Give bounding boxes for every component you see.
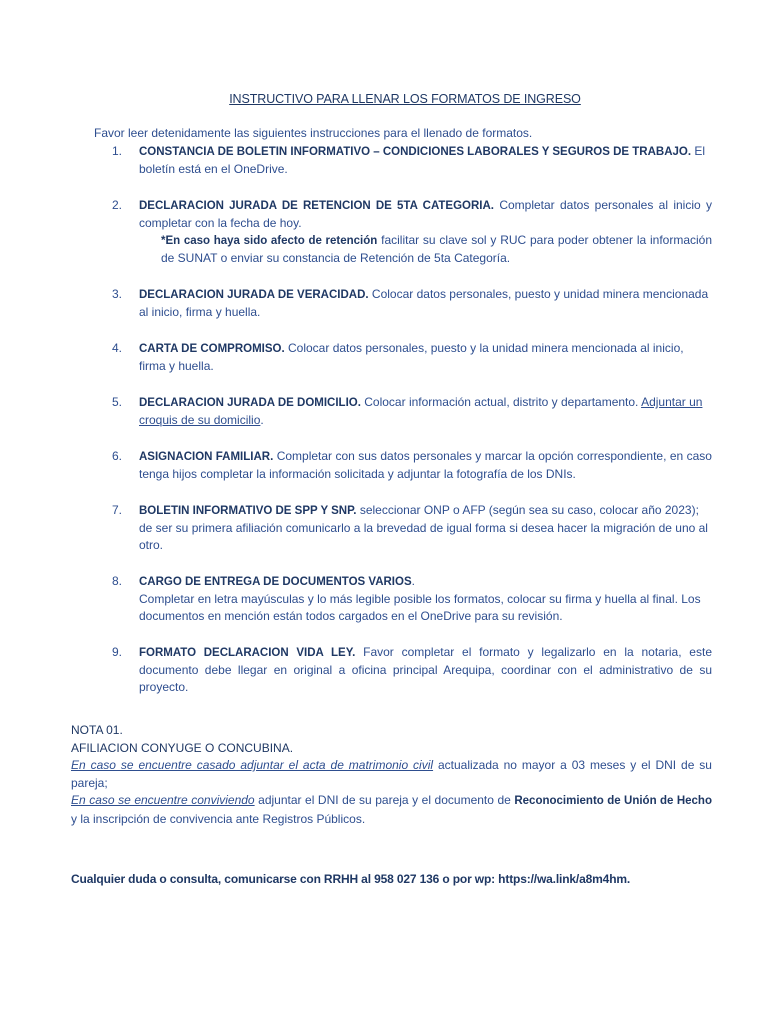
item-tail: . bbox=[260, 413, 264, 427]
list-item bbox=[112, 197, 712, 267]
item-number: 5. bbox=[112, 395, 123, 409]
item-heading: DECLARACION JURADA DE DOMICILIO. bbox=[139, 397, 361, 409]
item-heading: DECLARACION JURADA DE VERACIDAD. bbox=[139, 289, 369, 301]
nota-p2-bold: Reconocimiento de Unión de Hecho bbox=[514, 795, 712, 807]
list-item bbox=[112, 502, 712, 554]
list-item bbox=[112, 573, 712, 625]
intro-text: Favor leer detenidamente las siguientes instrucciones para el llenado de formatos. bbox=[94, 126, 533, 140]
item-text: Colocar información actual, distrito y departamento. bbox=[360, 395, 642, 409]
item-detail: Completar en letra mayúsculas y lo más legible posible los formatos, colocar su firma y huella al final. Los documentos en mención están todos cargados en el OneDrive para su revisión. bbox=[139, 592, 701, 623]
document-title: INSTRUCTIVO PARA LLENAR LOS FORMATOS DE INGRESO bbox=[229, 92, 581, 106]
list-item bbox=[112, 644, 712, 696]
item-number: 1. bbox=[112, 144, 123, 158]
nota-p2-tail: y la inscripción de convivencia ante Registros Públicos. bbox=[71, 811, 366, 826]
contact-line: Cualquier duda o consulta, comunicarse con RRHH al 958 027 136 o por wp: https://wa.link/a8m4hm. bbox=[71, 872, 631, 886]
item-number: 6. bbox=[112, 449, 123, 463]
nota-section bbox=[71, 722, 712, 828]
nota-p1-text: actualizada no mayor a 03 meses y el DNI de su pareja; bbox=[71, 758, 712, 790]
item-text: seleccionar ONP o AFP (según sea su caso, colocar año 2023); de ser su primera afiliación comunicarlo a la brevedad de igual forma si desea hacer la migración de uno al otro. bbox=[139, 503, 708, 552]
list-item bbox=[112, 286, 712, 321]
item-number: 9. bbox=[112, 645, 123, 659]
item-number: 7. bbox=[112, 503, 123, 517]
croquis-note: Adjuntar un croquis de su domicilio bbox=[139, 395, 703, 427]
list-item bbox=[112, 394, 712, 429]
item-text: Colocar datos personales, puesto y la unidad minera mencionada al inicio, firma y huella. bbox=[139, 341, 684, 373]
item-number: 3. bbox=[112, 287, 123, 301]
nota-heading: AFILIACION CONYUGE O CONCUBINA. bbox=[71, 740, 294, 755]
item-note-heading: *En caso haya sido afecto de retención bbox=[161, 235, 378, 247]
list-item bbox=[112, 143, 712, 178]
item-heading: CONSTANCIA DE BOLETIN INFORMATIVO – CONDICIONES LABORALES Y SEGUROS DE TRABAJO. bbox=[139, 146, 692, 158]
item-text: Completar con sus datos personales y marcar la opción correspondiente, en caso tenga hijos completar la información solicitada y adjuntar la fotografía de los DNIs. bbox=[139, 449, 712, 481]
item-note-text: facilitar su clave sol y RUC para poder obtener la información de SUNAT o enviar su constancia de Retención de 5ta Categoría. bbox=[161, 233, 713, 265]
item-heading: CARTA DE COMPROMISO. bbox=[139, 343, 285, 355]
nota-p2-emphasis: En caso se encuentre conviviendo bbox=[71, 793, 255, 807]
item-number: 8. bbox=[112, 574, 123, 588]
nota-paragraph-2 bbox=[71, 792, 712, 828]
item-text: El boletín está en el OneDrive. bbox=[139, 144, 706, 176]
nota-p1-emphasis: En caso se encuentre casado adjuntar el acta de matrimonio civil bbox=[71, 758, 434, 772]
item-text: Completar datos personales al inicio y completar con la fecha de hoy. bbox=[139, 198, 712, 230]
list-item bbox=[112, 448, 712, 483]
nota-label: NOTA 01. bbox=[71, 723, 123, 737]
nota-p2-text: adjuntar el DNI de su pareja y el documento de bbox=[254, 793, 515, 807]
instruction-list bbox=[112, 143, 712, 696]
item-text: . bbox=[411, 574, 415, 588]
item-heading: ASIGNACION FAMILIAR. bbox=[139, 451, 274, 463]
item-heading: BOLETIN INFORMATIVO DE SPP Y SNP. bbox=[139, 505, 357, 517]
list-item bbox=[112, 340, 712, 375]
item-heading: DECLARACION JURADA DE RETENCION DE 5TA CATEGORIA. bbox=[139, 200, 494, 212]
item-number: 2. bbox=[112, 198, 123, 212]
item-text: Favor completar el formato y legalizarlo en la notaria, este documento debe llegar en original a oficina principal Arequipa, coordinar con el administrativo de su proyecto. bbox=[139, 645, 712, 694]
item-note bbox=[139, 232, 712, 267]
item-heading: FORMATO DECLARACION VIDA LEY. bbox=[139, 647, 356, 659]
item-heading: CARGO DE ENTREGA DE DOCUMENTOS VARIOS bbox=[139, 576, 412, 588]
item-number: 4. bbox=[112, 341, 123, 355]
nota-paragraph-1 bbox=[71, 757, 712, 792]
item-text: Colocar datos personales, puesto y unidad minera mencionada al inicio, firma y huella. bbox=[139, 287, 709, 319]
